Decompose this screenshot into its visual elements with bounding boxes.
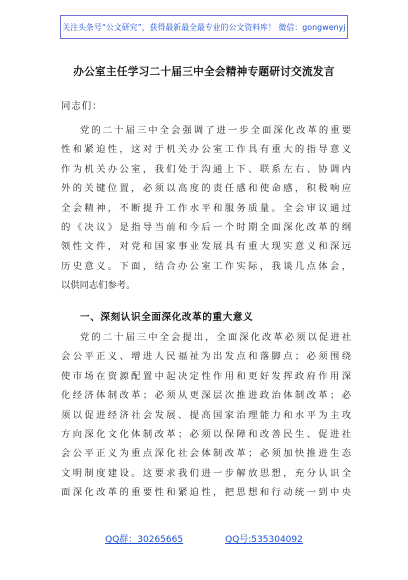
paragraph-line: 全会精神，不断提升工作水平和服务质量。全会审议通过 <box>61 202 351 214</box>
paragraph-line: 须以促进经济社会发展、提高国家治理能力和水平为主攻 <box>61 409 351 421</box>
header-notice-banner <box>60 15 348 39</box>
page-footer <box>0 532 408 545</box>
paragraph-line: 会公平正义、增进人民福祉为出发点和落脚点；必须围绕 <box>61 351 351 363</box>
paragraph-line: 的《决议》是指导当前和今后一个时期全面深化改革的纲 <box>61 221 351 233</box>
paragraph-line: 面深化改革的重要性和紧迫性，把思想和行动统一到中央 <box>61 487 351 499</box>
paragraph-2 <box>61 328 351 503</box>
header-notice-text: 关注头条号“公文研究”，获得最新最全最专业的公文资料库！ 微信：gongwenyj <box>62 22 346 32</box>
paragraph-line: 领性文件，对党和国家事业发展具有重大现实意义和深远 <box>61 241 351 253</box>
paragraph-line: 党的二十届三中全会强调了进一步全面深化改革的重要 <box>80 125 351 136</box>
paragraph-line: 历史意义。下面，结合办公室工作实际，我谈几点体会， <box>61 260 351 272</box>
section-heading-1: 一、深刻认识全面深化改革的重大意义 <box>80 312 254 323</box>
paragraph-line: 方向深化文化体制改革；必须以保障和改善民生、促进社 <box>61 428 351 440</box>
document-title: 办公室主任学习二十届三中全会精神专题研讨交流发言 <box>73 66 335 78</box>
paragraph-line: 化经济体制改革；必须从更深层次推进政治体制改革；必 <box>61 390 351 402</box>
paragraph-line: 以供同志们参考。 <box>61 280 136 292</box>
paragraph-line: 会公平正义为重点深化社会体制改革；必须加快推进生态 <box>61 448 351 460</box>
footer-qq-group[interactable]: QQ群：30265665 <box>105 535 184 545</box>
salutation: 同志们： <box>61 101 103 112</box>
paragraph-line: 使市场在资源配置中起决定性作用和更好发挥政府作用深 <box>61 370 351 382</box>
paragraph-line: 外的关键位置，必须以高度的责任感和使命感，积极响应 <box>61 183 351 195</box>
paragraph-1 <box>61 121 351 296</box>
paragraph-line: 性和紧迫性，这对于机关办公室工作具有重大的指导意义 <box>61 144 351 156</box>
footer-qq-number[interactable]: QQ号:535304092 <box>225 535 303 545</box>
paragraph-line: 作为机关办公室，我们处于沟通上下、联系左右、协调内 <box>61 163 351 175</box>
paragraph-line: 党的二十届三中全会提出，全面深化改革必须以促进社 <box>80 332 351 343</box>
paragraph-line: 文明制度建设。这要求我们进一步解放思想，充分认识全 <box>61 467 351 479</box>
